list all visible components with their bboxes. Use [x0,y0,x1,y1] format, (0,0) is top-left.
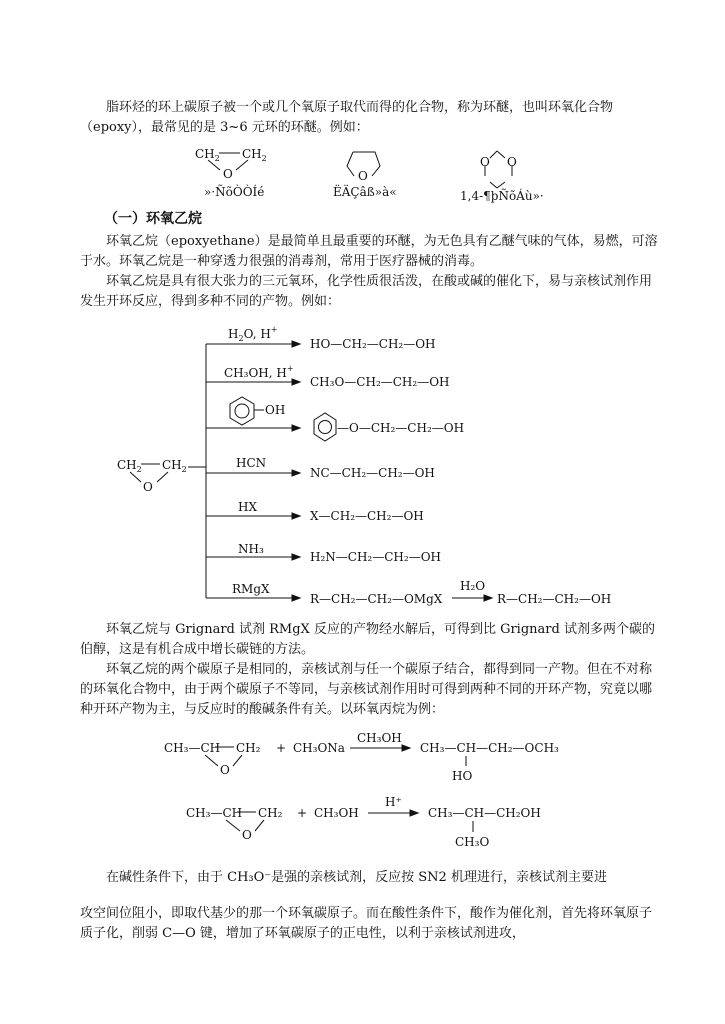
base-reaction [164,731,559,783]
acid-ch3oh: CH₃OH [314,806,359,820]
acid-reactant-left: CH₃—CH [186,806,243,820]
base-plus: + [276,741,287,755]
acid-reactant-right: CH₂ [258,806,283,820]
acid-reactant-oxygen: O [242,828,252,842]
reactant-ch2-right: $CH_2$ [162,458,187,474]
reagent-rmgx: RMgX [232,582,270,596]
product-hcn: NC—CH₂—CH₂—OH [310,466,435,480]
phenol-oh: OH [265,403,286,417]
example-name-3: 1,4-¶þÑõÁù»· [460,189,544,203]
product-h2o: HO—CH₂—CH₂—OH [310,337,436,351]
acid-plus: + [297,806,308,820]
base-product-ho: HO [452,769,473,783]
ch2-left: $CH_2$ [195,147,220,163]
product-rmgx: R—CH₂—CH₂—OMgX [310,592,443,606]
paragraph-1: 环氧乙烷（epoxyethane）是最简单且最重要的环醚，为无色具有乙醚气味的气体，易燃，可溶于水。环氧乙烷是一种穿透力很强的消毒剂，常用于医疗器械的消毒。 [80,234,658,269]
base-condition: CH₃OH [357,731,402,745]
section-heading: （一）环氧乙烷 [104,211,202,227]
product-phenol-chain: —O—CH₂—CH₂—OH [337,421,465,435]
base-ch3ona: CH₃ONa [293,741,345,755]
product-nh3: H₂N—CH₂—CH₂—OH [310,550,441,564]
thf-oxygen: O [358,169,368,183]
paragraph-6: 攻空间位阻小，即取代基少的那一个环氧碳原子。而在酸性条件下，酸作为催化剂，首先将环氧原子质子化，削弱 C—O 键，增加了环氧碳原子的正电性，以利于亲核试剂进攻， [80,906,653,941]
paragraph-5: 在碱性条件下，由于 CH₃O⁻是强的亲核试剂，反应按 SN2 机理进行，亲核试剂主要进 [106,870,607,885]
base-reactant-oxygen: O [220,763,230,777]
reagent-ch3oh: CH₃OH, H+ [224,364,294,380]
dioxane-oxygen-1: O [480,155,490,169]
reactant-ch2-left: $CH_2$ [117,458,142,474]
reactant-oxygen: O [143,480,153,494]
ring-oxygen: O [223,167,233,181]
paragraph-2: 环氧乙烷是具有很大张力的三元氧环，化学性质很活泼，在酸或碱的催化下，易与亲核试剂作用发生开环反应，得到多种不同的产物。例如： [80,274,653,309]
reagent-h2o: $H_2O$, H+ [228,325,278,343]
acid-reaction [186,795,541,849]
example-name-2: ËÄÇâß»à« [333,185,397,199]
example-name-1: »·ÑõÒÒÍé [204,185,265,199]
product-ch3oh: CH₃O—CH₂—CH₂—OH [310,375,450,389]
paragraph-4: 环氧乙烷的两个碳原子是相同的，亲核试剂与任一个碳原子结合，都得到同一产物。但在不对称的环氧化合物中，由于两个碳原子不等同，与亲核试剂作用时可得到两种不同的开环产物，究竟以哪种开环产物为主，与反应时的酸碱条件有关。以环氧丙烷为例： [80,662,653,717]
acid-product-och3: CH₃O [455,835,490,849]
intro-paragraph: 脂环烃的环上碳原子被一个或几个氧原子取代而得的化合物，称为环醚，也叫环氧化合物（epoxy），最常见的是 3~6 元环的环醚。例如： [80,100,614,135]
product-hx: X—CH₂—CH₂—OH [310,509,424,523]
reagent-hcn: HCN [236,456,267,470]
reagent-hydrolysis: H₂O [460,579,486,593]
ch2-right: $CH_2$ [242,147,267,163]
base-reactant-right: CH₂ [236,741,261,755]
product-rmgx-final: R—CH₂—CH₂—OH [497,592,612,606]
acid-product: CH₃—CH—CH₂OH [428,806,541,820]
dioxane-oxygen-2: O [507,155,517,169]
base-reactant-left: CH₃—CH [164,741,221,755]
acid-condition: H⁺ [385,795,402,809]
reagent-hx: HX [238,500,258,514]
base-product: CH₃—CH—CH₂—OCH₃ [420,741,559,755]
reagent-nh3: NH₃ [238,542,264,556]
paragraph-3: 环氧乙烷与 Grignard 试剂 RMgX 反应的产物经水解后，可得到比 Grignard 试剂多两个碳的伯醇，这是有机合成中增长碳链的方法。 [80,622,655,657]
